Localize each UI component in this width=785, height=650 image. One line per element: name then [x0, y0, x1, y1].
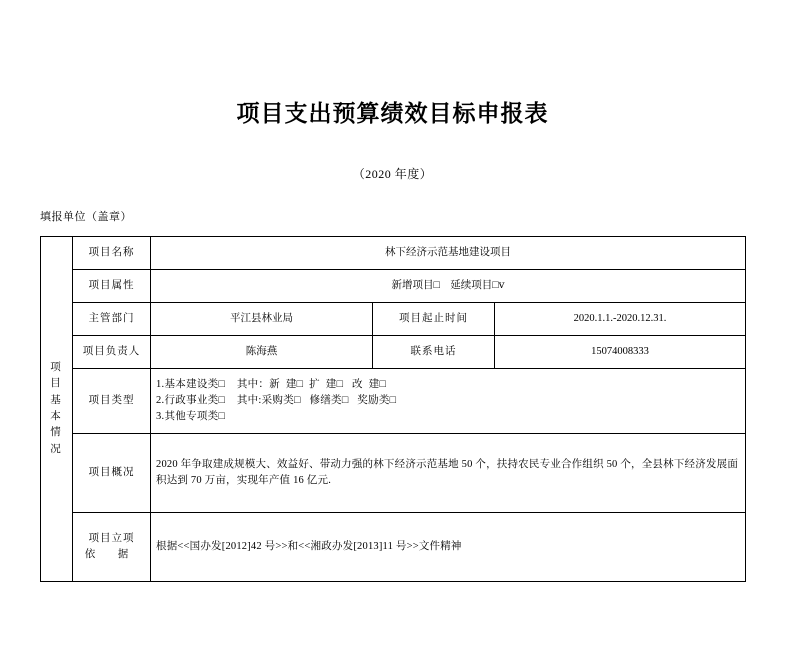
- side-label-char-3: 基: [50, 394, 63, 406]
- project-basis-label: [73, 513, 151, 582]
- table-row: [41, 336, 746, 369]
- managing-department-label: 主管部门: [73, 303, 151, 336]
- project-leader-value: 陈海燕: [151, 336, 373, 369]
- page-title: 项目支出预算绩效目标申报表: [236, 101, 549, 126]
- project-period-label: 项目起止时间: [373, 303, 495, 336]
- project-type-option-line-3: 3.其他专项类□: [156, 411, 226, 423]
- project-basis-label-line-2: 依 据: [84, 549, 139, 560]
- side-label-char-2: 目: [50, 378, 63, 390]
- table-row: [41, 513, 746, 582]
- project-type-label: 项目类型: [73, 369, 151, 434]
- table-row: [41, 237, 746, 270]
- document-page: [0, 95, 785, 650]
- project-type-option-line-2: 2.行政事业类□ 其中:采购类□ 修缮类□ 奖励类□: [156, 394, 397, 406]
- side-label-char-1: 项: [50, 362, 63, 374]
- project-summary-label: 项目概况: [73, 434, 151, 513]
- reporting-unit-label: 填报单位（盖章）: [40, 211, 132, 223]
- table-row: [41, 369, 746, 434]
- page-subtitle: （2020 年度）: [352, 167, 433, 181]
- table-row: [41, 303, 746, 336]
- project-period-value: 2020.1.1.-2020.12.31.: [495, 303, 746, 336]
- contact-phone-value: 15074008333: [495, 336, 746, 369]
- managing-department-value: 平江县林业局: [151, 303, 373, 336]
- table-row: [41, 434, 746, 513]
- side-label-char-4: 本: [50, 411, 63, 422]
- project-type-option-line-1: 1.基本建设类□ 其中：新 建□ 扩 建□ 改 建□: [156, 378, 387, 390]
- table-row: [41, 270, 746, 303]
- project-name-label: 项目名称: [73, 237, 151, 270]
- project-attribute-label: 项目属性: [73, 270, 151, 303]
- side-label-char-6: 况: [50, 443, 63, 455]
- section-side-label: [41, 237, 73, 582]
- project-name-value: 林下经济示范基地建设项目: [151, 237, 746, 270]
- project-basis-label-line-1: 项目立项: [88, 532, 135, 544]
- performance-target-form: [40, 236, 746, 582]
- project-attribute-value: 新增项目□ 延续项目□ⅴ: [151, 270, 746, 303]
- side-label-char-5: 情: [50, 427, 63, 439]
- project-basis-value: 根据<<国办发[2012]42 号>>和<<湘政办发[2013]11 号>>文件精神: [151, 513, 746, 582]
- project-leader-label: 项目负责人: [73, 336, 151, 369]
- contact-phone-label: 联系电话: [373, 336, 495, 369]
- project-summary-value: 2020 年争取建成规模大、效益好、带动力强的林下经济示范基地 50 个，扶持农民专业合作组织 50 个，全县林下经济发展面积达到 70 万亩，实现年产值 16 亿元.: [151, 434, 746, 513]
- project-type-options: [151, 369, 746, 434]
